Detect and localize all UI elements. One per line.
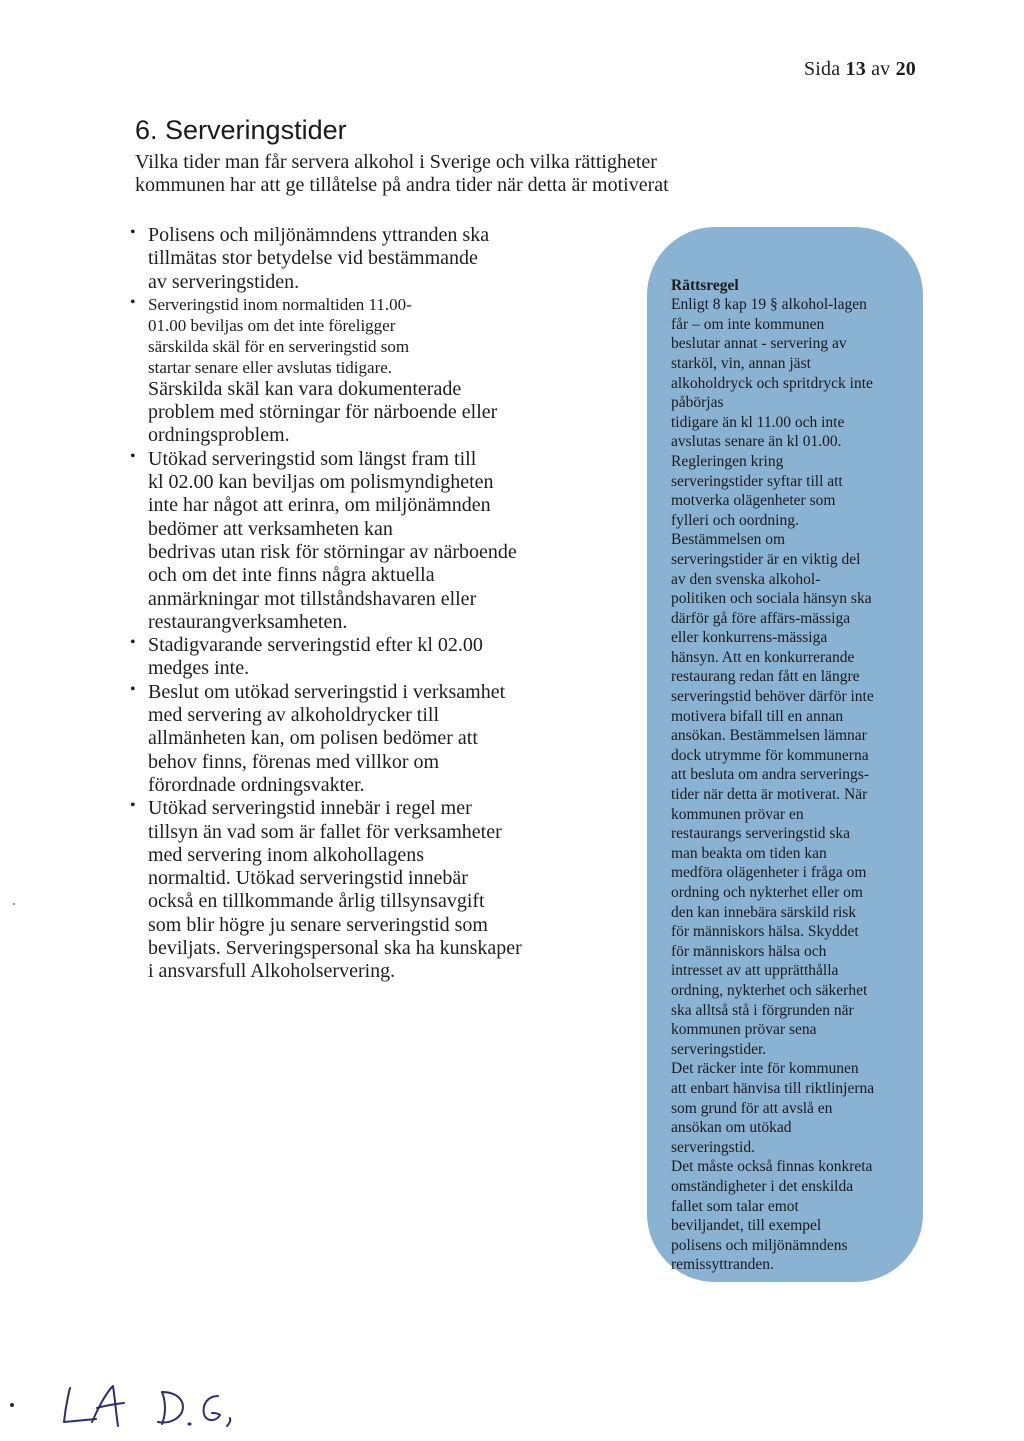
list-item [130,448,550,634]
handwritten-signature [52,1378,272,1436]
page-separator: av [871,58,891,80]
bullet-icon: • [130,447,136,465]
page-prefix: Sida [803,58,841,80]
bullet-text: Polisens och miljönämndens yttranden ska tillmätas stor betydelse vid bestämmande av serveringstiden. [148,224,490,293]
bullet-text: Utökad serveringstid innebär i regel mer tillsyn än vad som är fallet för verksamheter med servering inom alkohollagens normaltid. Utökad serveringstid innebär också en tillkommande årlig tillsynsavgift som blir högre ju senare serveringstid som beviljats. Serveringspersonal ska ha kunskaper i ansvarsfull Alkoholservering. [148,797,522,983]
page-number [804,58,916,81]
bullet-icon: • [130,293,136,311]
legal-rule-text [671,256,911,1275]
bullet-icon: • [130,634,136,652]
page-current: 13 [845,58,866,80]
legal-rule-title: Rättsregel [671,276,739,294]
section-intro: Vilka tider man får servera alkohol i Sverige och vilka rättigheter kommunen har att ge tillåtelse på andra tider när detta är motiverat [135,151,669,196]
list-item [130,634,550,681]
stray-dot [13,903,15,905]
stray-dot [10,1403,14,1407]
bullet-text: Serveringstid inom normaltiden 11.00- 01.00 beviljas om det inte föreligger särskilda skäl för en serveringstid som startar senare eller avslutas tidigare. [148,294,412,377]
legal-rule-body: Enligt 8 kap 19 § alkohol-lagen får – om inte kommunen beslutar annat - servering av starköl, vin, annan jäst alkoholdryck och spritdryck inte påbörjas tidigare än kl 11.00 och inte avslutas senare än kl 01.00. Regleringen kring serveringstider syftar till att motverka olägenheter som fylleri och oordning. Bestämmelsen om serveringstider är en viktig del av den svenska alkohol- politiken och sociala hänsyn ska därför gå före affärs-mässiga eller konkurrens-mässiga hänsyn. Att en konkurrerande restaurang redan fått en längre serveringstid behöver därför inte motivera bifall till en annan ansökan. Bestämmelsen lämnar dock utrymme för kommunerna att besluta om andra serverings- tider när detta är motiverat. När kommunen prövar en restaurangs serveringstid ska man beakta om tiden kan medföra olägenheter i fråga om ordning och nykterhet eller om den kan innebära särskild risk för människors hälsa. Skyddet för människors hälsa och intresset av att upprätthålla ordning, nykterhet och säkerhet ska alltså stå i förgrunden när kommunen prövar sena serveringstider. Det räcker inte för kommunen att enbart hänvisa till riktlinjerna som grund för att avslå en ansökan om utökad serveringstid. Det måste också finnas konkreta omständigheter i det enskilda fallet som talar emot beviljandet, till exempel polisens och miljönämndens remissyttranden. [671,296,875,1274]
list-item [130,224,550,294]
page-total: 20 [895,58,916,80]
section-title: 6. Serveringstider [135,115,347,145]
bullet-text: Beslut om utökad serveringstid i verksamhet med servering av alkoholdrycker till allmänheten kan, om polisen bedömer att behov finns, förenas med villkor om förordnade ordningsvakter. [148,680,506,796]
bullet-text: Särskilda skäl kan vara dokumenterade problem med störningar för närboende eller ordningsproblem. [148,377,498,447]
bullet-icon: • [130,224,136,241]
bullet-icon: • [130,797,136,815]
bullet-text: Utökad serveringstid som längst fram till kl 02.00 kan beviljas om polismyndigheten inte har något att erinra, om miljönämnden bedömer att verksamheten kan bedrivas utan risk för störningar av närboende och om det inte finns några aktuella anmärkningar mot tillståndshavaren eller restaurangverksamheten. [148,447,517,633]
list-item [130,294,550,448]
bullet-text: Stadigvarande serveringstid efter kl 02.00 medges inte. [148,634,483,680]
bullet-icon: • [130,680,136,698]
list-item [130,681,550,797]
list-item [130,797,550,983]
bullet-list [130,224,550,984]
